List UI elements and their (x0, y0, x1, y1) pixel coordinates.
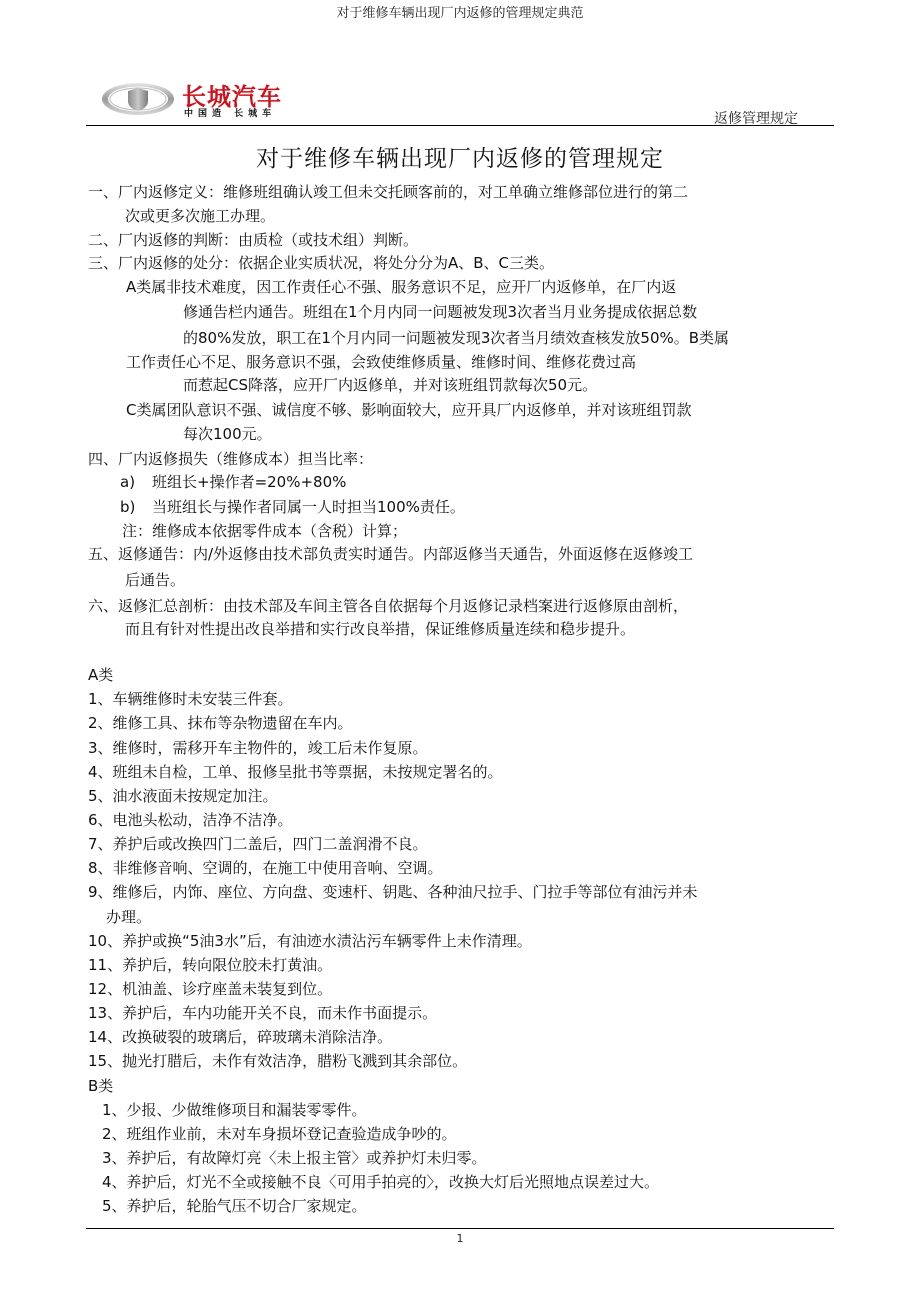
section-6-line-2: 而且有针对性提出改良举措和实行改良举措，保证维修质量连续和稳步提升。 (125, 620, 636, 638)
class-a-heading: A类 (88, 666, 114, 684)
header-section-label: 返修管理规定 (714, 111, 798, 127)
class-b-item: 5、养护后，轮胎气压不切合厂家规定。 (102, 1197, 367, 1215)
class-b-heading: B类 (88, 1077, 114, 1095)
section-3-class-c-line-1: C类属团队意识不强、诚信度不够、影响面较大，应开具厂内返修单，并对该班组罚款 (126, 401, 692, 419)
class-a-item-continuation: 办理。 (106, 908, 152, 926)
class-a-item: 4、班组未自检，工单、报修呈批书等票据，未按规定署名的。 (88, 763, 503, 781)
section-3-class-c-line-2: 每次100元。 (183, 425, 272, 443)
section-5-line-1: 五、返修通告：内/外返修由技术部负责实时通告。内部返修当天通告，外面返修在返修竣工 (88, 545, 694, 563)
section-4: 四、厂内返修损失（维修成本）担当比率： (88, 450, 374, 468)
section-3-class-b-line-1: 工作责任心不足、服务意识不强，会致使维修质量、维修时间、维修花费过高 (126, 353, 637, 371)
class-a-item: 3、维修时，需移开车主物件的，竣工后未作复原。 (88, 739, 428, 757)
class-a-item: 7、养护后或改换四门二盖后，四门二盖润滑不良。 (88, 835, 428, 853)
footer-divider (86, 1228, 834, 1229)
section-4-item-a-text: 班组长+操作者=20%+80% (152, 473, 347, 491)
class-a-item: 12、机油盖、诊疗座盖未装复到位。 (88, 980, 333, 998)
class-b-item: 1、少报、少做维修项目和漏装零零件。 (102, 1101, 367, 1119)
section-3-class-a-line-2: 修通告栏内通告。班组在1个月内同一问题被发现3次者当月业务提成依据总数 (183, 303, 698, 321)
document-title: 对于维修车辆出现厂内返修的管理规定 (256, 146, 664, 172)
class-a-item: 13、养护后，车内功能开关不良，而未作书面提示。 (88, 1004, 438, 1022)
class-b-item: 2、班组作业前，未对车身损坏登记查验造成争吵的。 (102, 1125, 457, 1143)
section-4-note: 注：维修成本依据零件成本（含税）计算； (122, 522, 408, 540)
class-a-item: 8、非维修音响、空调的，在施工中使用音响、空调。 (88, 859, 443, 877)
class-a-item: 5、油水液面未按规定加注。 (88, 787, 278, 805)
class-a-item: 15、抛光打腊后，未作有效洁净，腊粉飞溅到其余部位。 (88, 1052, 468, 1070)
class-a-item: 11、养护后，转向限位胶未打黄油。 (88, 956, 333, 974)
section-3-class-a-line-3: 的80%发放，职工在1个月内同一问题被发现3次者当月绩效查核发放50%。B类属 (183, 329, 730, 347)
document-top-caption: 对于维修车辆出现厂内返修的管理规定典范 (336, 6, 584, 21)
class-b-item: 3、养护后，有故障灯亮〈未上报主管〉或养护灯未归零。 (102, 1149, 487, 1167)
class-a-item: 10、养护或换“5油3水”后，有油迹水渍沾污车辆零件上未作清理。 (88, 932, 532, 950)
section-4-item-b-label: b) (120, 498, 136, 516)
logo-slogan-text: 中国造 长城车 (184, 109, 277, 119)
section-1-line-2: 次或更多次施工办理。 (125, 207, 276, 225)
great-wall-logo (100, 79, 360, 123)
class-a-item: 6、电池头松动，洁净不洁净。 (88, 811, 293, 829)
logo-brand-text: 长城汽车 (182, 83, 282, 111)
great-wall-emblem-icon (100, 81, 176, 117)
section-2: 二、厂内返修的判断：由质检（或技术组）判断。 (88, 231, 419, 249)
section-6-line-1: 六、返修汇总剖析：由技术部及车间主管各自依据每个月返修记录档案进行返修原由剖析， (88, 597, 689, 615)
section-3: 三、厂内返修的处分：依据企业实质状况，将处分分为A、B、C三类。 (88, 254, 555, 272)
header-divider (86, 125, 834, 126)
class-a-item: 1、车辆维修时未安装三件套。 (88, 690, 293, 708)
page-number: 1 (456, 1232, 464, 1245)
section-5-line-2: 后通告。 (125, 571, 186, 589)
class-a-item: 14、改换破裂的玻璃后，碎玻璃未消除洁净。 (88, 1028, 393, 1046)
section-4-item-b-text: 当班组长与操作者同属一人时担当100%责任。 (152, 498, 465, 516)
section-3-class-a-line-1: A类属非技术难度，因工作责任心不强、服务意识不足，应开厂内返修单，在厂内返 (126, 278, 677, 296)
class-a-item: 9、维修后，内饰、座位、方向盘、变速杆、钥匙、各种油尺拉手、门拉手等部位有油污并未 (88, 883, 698, 901)
section-3-class-b-line-2: 而惹起CS降落，应开厂内返修单，并对该班组罚款每次50元。 (183, 376, 598, 394)
class-a-item: 2、维修工具、抹布等杂物遗留在车内。 (88, 714, 353, 732)
section-4-item-a-label: a) (120, 473, 136, 491)
section-1-line-1: 一、厂内返修定义：维修班组确认竣工但未交托顾客前的，对工单确立维修部位进行的第二 (88, 183, 689, 201)
class-b-item: 4、养护后，灯光不全或接触不良〈可用手拍亮的〉，改换大灯后光照地点误差过大。 (102, 1173, 660, 1191)
